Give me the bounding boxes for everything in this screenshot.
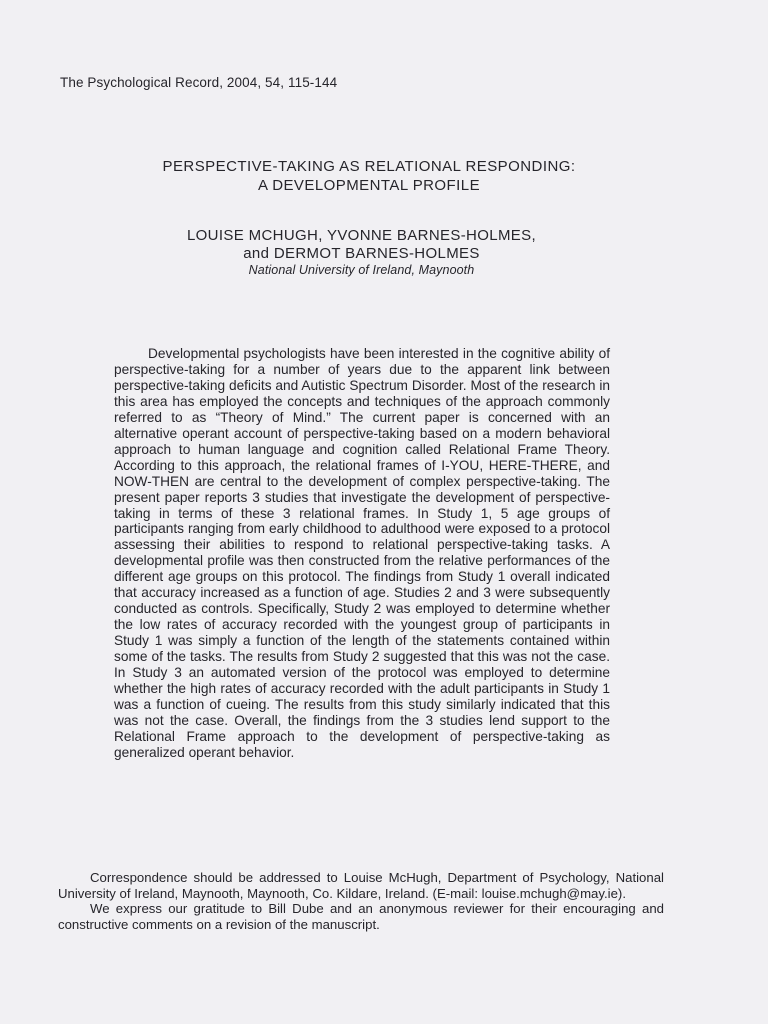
- footnotes: [58, 870, 664, 932]
- abstract-text: Developmental psychologists have been interested in the cognitive ability of perspective-taking for a number of years due to the apparent link between perspective-taking deficits and Autistic Spectrum Disorder. Most of the research in this area has employed the concepts and techniques of the approach commonly referred to as “Theory of Mind.” The current paper is concerned with an alternative operant account of perspective-taking based on a modern behavioral approach to human language and cognition called Relational Frame Theory. According to this approach, the relational frames of I-YOU, HERE-THERE, and NOW-THEN are central to the development of complex perspective-taking. The present paper reports 3 studies that investigate the development of perspective-taking in terms of these 3 relational frames. In Study 1, 5 age groups of participants ranging from early childhood to adulthood were exposed to a protocol assessing their abilities to respond to relational perspective-taking tasks. A developmental profile was then constructed from the relative performances of the different age groups on this protocol. The findings from Study 1 overall indicated that accuracy increased as a function of age. Studies 2 and 3 were subsequently conducted as controls. Specifically, Study 2 was employed to determine whether the low rates of accuracy recorded with the youngest group of participants in Study 1 was simply a function of the length of the statements contained within some of the tasks. The results from Study 2 suggested that this was not the case. In Study 3 an automated version of the protocol was employed to determine whether the high rates of accuracy recorded with the adult participants in Study 1 was a function of cueing. The results from this study similarly indicated that this was not the case. Overall, the findings from the 3 studies lend support to the Relational Frame approach to the development of perspective-taking as generalized operant behavior.: [114, 346, 610, 760]
- article-title: [0, 157, 738, 195]
- correspondence-note: Correspondence should be addressed to Louise McHugh, Department of Psychology, National University of Ireland, Maynooth, Maynooth, Co. Kildare, Ireland. (E-mail: louise.mchugh@may.ie).: [58, 870, 664, 901]
- title-line-2: A DEVELOPMENTAL PROFILE: [257, 177, 481, 194]
- journal-citation: The Psychological Record, 2004, 54, 115-144: [60, 75, 338, 90]
- acknowledgment-note: We express our gratitude to Bill Dube and an anonymous reviewer for their encouraging and constructive comments on a revision of the manuscript.: [58, 901, 664, 932]
- title-line-1: PERSPECTIVE-TAKING AS RELATIONAL RESPONDING:: [162, 158, 576, 175]
- authors-line-1: LOUISE MCHUGH, YVONNE BARNES-HOLMES,: [186, 227, 537, 244]
- author-list: [0, 227, 723, 263]
- abstract: [114, 346, 610, 761]
- author-affiliation: National University of Ireland, Maynooth: [248, 263, 475, 277]
- authors-line-2: and DERMOT BARNES-HOLMES: [243, 245, 480, 262]
